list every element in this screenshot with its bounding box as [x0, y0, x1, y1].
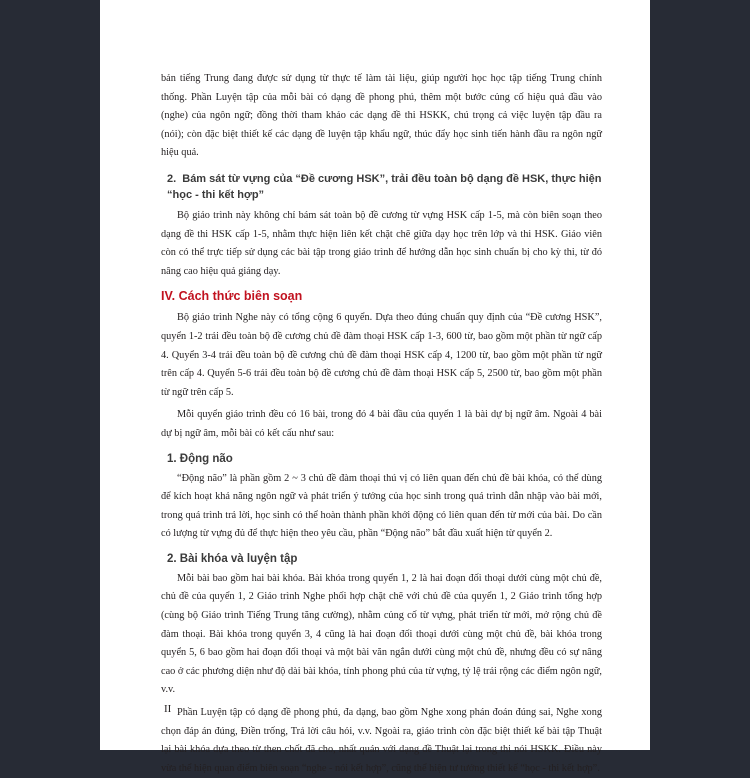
- page-number: II: [164, 703, 172, 715]
- heading-2-text: Bám sát từ vựng của “Đề cương HSK”, trải đều toàn bộ dạng đề HSK, thực hiện “học - thi kết hợp”: [167, 172, 602, 201]
- heading-2-number: 2.: [167, 172, 177, 185]
- paragraph-4: Mỗi quyển giáo trình đều có 16 bài, trong đó 4 bài đầu của quyển 1 là bài dự bị ngữ âm. Ngoài 4 bài dự bị ngữ âm, mỗi bài có kết cấu như sau:: [161, 409, 602, 439]
- document-page: [100, 0, 650, 774]
- section-4-title: IV. Cách thức biên soạn: [161, 289, 303, 304]
- paragraph-3: Bộ giáo trình Nghe này có tổng cộng 6 quyển. Dựa theo đúng chuẩn quy định của “Đề cương HSK”, quyển 1-2 trải đều toàn bộ đề cương chủ đề đàm thoại HSK cấp 1-3, 600 từ, bao gồm một phần từ ngữ cấp 4. Quyển 3-4 trải đều toàn bộ đề cương chủ đề đàm thoại HSK cấp 4, 1200 từ, bao gồm một phần từ ngữ trên cấp 4. Quyển 5-6 trải đều toàn bộ đề cương chủ đề đàm thoại HSK cấp 5, 2500 từ, bao gồm một phần từ ngữ trên cấp 5.: [161, 312, 602, 398]
- subsection-2-title: 2. Bài khóa và luyện tập: [167, 552, 298, 565]
- heading-2: [161, 171, 602, 203]
- paragraph-7: Phần Luyện tập có dạng đề phong phú, đa dạng, bao gồm Nghe xong phán đoán đúng sai, Nghe xong chọn đáp án đúng, Điền trống, Trả lời câu hỏi, v.v. Ngoài ra, giáo trình còn đặc biệt thiết kế bài tập Thuật lại bài khóa dựa theo từ then chốt đã cho, nhất quán với dạng đề Thuật lại trong thi nói HSKK. Điều này vừa thể hiện quan điểm biên soạn “nghe - nói kết hợp”, cũng thể hiện tư tưởng thiết kế “học - thi kết hợp”.: [161, 707, 602, 774]
- paragraph-6: Mỗi bài bao gồm hai bài khóa. Bài khóa trong quyển 1, 2 là hai đoạn đối thoại dưới cùng một chủ đề, chủ đề của quyển 1, 2 Giáo trình Nghe phối hợp chặt chẽ với chủ đề của quyển 1, 2 Giáo trình tổng hợp (cùng bộ Giáo trình Tiếng Trung tăng cường), nhằm củng cố từ vựng, phát triển từ mới, mở rộng chủ đề đàm thoại. Bài khóa trong quyển 3, 4 cũng là hai đoạn đối thoại dưới cùng một chủ đề, bài khóa trong quyển 5, 6 bao gồm hai đoạn đối thoại và một bài văn ngắn dưới cùng một chủ đề, nhưng đều có sự nâng cao ở các phương diện như độ dài bài khóa, tính phong phú của từ vựng, tỷ lệ trải rộng các điểm ngôn ngữ, v.v.: [161, 572, 602, 696]
- paragraph-2: Bộ giáo trình này không chỉ bám sát toàn bộ đề cương từ vựng HSK cấp 1-5, mà còn biên soạn theo dạng đề thi HSK cấp 1-5, nhằm thực hiện liên kết chặt chẽ giữa dạy học trên lớp và thi HSK. Giáo viên còn có thể trực tiếp sử dụng các bài tập trong giáo trình để hướng dẫn học sinh chuẩn bị cho kỳ thi, từ đó nâng cao hiệu quả giảng dạy.: [161, 209, 602, 277]
- paragraph-5: “Động não” là phần gồm 2 ~ 3 chủ đề đàm thoại thú vị có liên quan đến chủ đề bài khóa, có thể dùng để kích hoạt khả năng ngôn ngữ và phát triển ý tưởng của học sinh trong quá trình dẫn nhập vào bài mới, trong quá trình trả lời, học sinh có thể hoàn thành phần khởi động có liên quan đến từ mới của bài. Do cần có lượng từ vựng đủ để thực hiện theo yêu cầu, phần “Động não” bắt đầu xuất hiện từ quyển 2.: [161, 472, 602, 540]
- page-content: [161, 70, 602, 778]
- subsection-1-title: 1. Động não: [167, 452, 233, 465]
- paragraph-1: bản tiếng Trung đang được sử dụng từ thực tế làm tài liệu, giúp người học học tập tiếng Trung chính thống. Phần Luyện tập của mỗi bài có dạng đề phong phú, thêm một bước củng cố hiệu quả đầu vào (nghe) của ngôn ngữ; đồng thời tham khảo các dạng đề thi HSKK, chú trọng cả việc luyện tập đầu ra (nói); còn đặc biệt thiết kế các dạng đề luyện tập khẩu ngữ, thúc đẩy học sinh tiến hành đầu ra ngôn ngữ hiệu quả.: [161, 73, 602, 159]
